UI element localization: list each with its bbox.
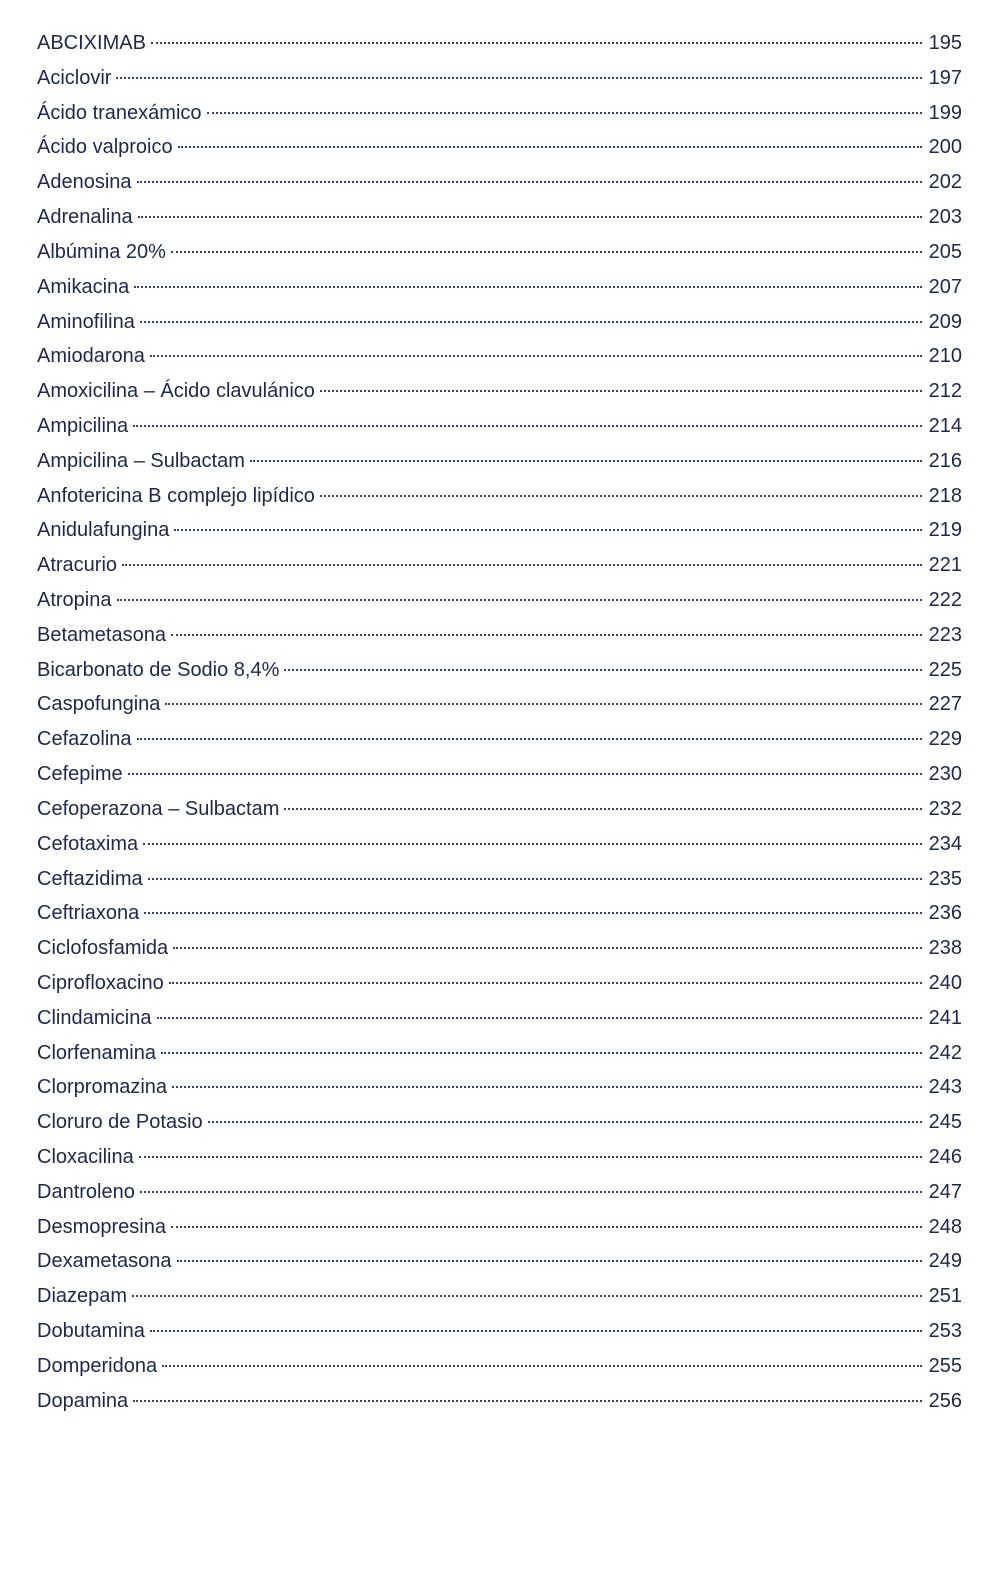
toc-entry-page-number: 209 xyxy=(928,310,962,333)
dot-leader xyxy=(162,1365,922,1367)
toc-entry[interactable] xyxy=(37,444,962,479)
dot-leader xyxy=(284,669,922,671)
toc-entry-page-number: 200 xyxy=(928,136,962,159)
toc-entry[interactable] xyxy=(37,1001,962,1036)
toc-entry[interactable] xyxy=(37,339,962,374)
toc-entry-page-number: 229 xyxy=(928,728,962,751)
toc-entry[interactable] xyxy=(37,896,962,931)
toc-entry-name: Adenosina xyxy=(37,171,132,194)
toc-entry[interactable] xyxy=(37,305,962,340)
toc-entry-page-number: 243 xyxy=(928,1076,962,1099)
toc-entry-page-number: 249 xyxy=(928,1250,962,1273)
toc-entry[interactable] xyxy=(37,513,962,548)
dot-leader xyxy=(134,286,922,288)
toc-entry-name: Caspofungina xyxy=(37,693,161,716)
toc-entry-page-number: 240 xyxy=(928,971,962,994)
toc-entry-name: Aminofilina xyxy=(37,310,135,333)
toc-entry[interactable] xyxy=(37,235,962,270)
toc-entry-name: Aciclovir xyxy=(37,66,112,89)
toc-entry[interactable] xyxy=(37,827,962,862)
toc-entry[interactable] xyxy=(37,618,962,653)
toc-entry[interactable] xyxy=(37,862,962,897)
toc-entry-name: Cefotaxima xyxy=(37,832,139,855)
toc-entry-page-number: 227 xyxy=(928,693,962,716)
dot-leader xyxy=(320,390,922,392)
toc-entry[interactable] xyxy=(37,1384,962,1419)
toc-entry-name: Desmopresina xyxy=(37,1215,166,1238)
dot-leader xyxy=(132,1295,922,1297)
dot-leader xyxy=(250,460,922,462)
toc-entry-name: Atracurio xyxy=(37,554,118,577)
toc-entry-page-number: 197 xyxy=(928,66,962,89)
toc-entry[interactable] xyxy=(37,687,962,722)
toc-entry-page-number: 238 xyxy=(928,937,962,960)
toc-entry-name: Clindamicina xyxy=(37,1006,152,1029)
toc-entry-page-number: 216 xyxy=(928,449,962,472)
toc-entry-name: Adrenalina xyxy=(37,206,133,229)
dot-leader xyxy=(169,982,922,984)
toc-entry-name: Cloxacilina xyxy=(37,1146,134,1168)
toc-entry[interactable] xyxy=(37,653,962,688)
dot-leader xyxy=(151,42,922,44)
toc-entry-page-number: 214 xyxy=(928,414,962,437)
dot-leader xyxy=(138,216,922,218)
toc-entry[interactable] xyxy=(37,1279,962,1314)
toc-entry-page-number: 236 xyxy=(928,902,962,925)
toc-entry-name: Dopamina xyxy=(37,1389,129,1412)
toc-entry-page-number: 202 xyxy=(928,171,962,194)
toc-entry[interactable] xyxy=(37,1036,962,1071)
toc-entry[interactable] xyxy=(37,270,962,305)
toc-entry-page-number: 195 xyxy=(928,32,962,54)
toc-entry-name: Ampicilina – Sulbactam xyxy=(37,449,245,472)
toc-entry[interactable] xyxy=(37,1349,962,1384)
toc-entry-name: Dantroleno xyxy=(37,1180,135,1203)
toc-entry[interactable] xyxy=(37,61,962,96)
toc-entry-page-number: 241 xyxy=(928,1006,962,1029)
toc-entry[interactable] xyxy=(37,1105,962,1140)
dot-leader xyxy=(148,878,922,880)
toc-entry[interactable] xyxy=(37,1314,962,1349)
toc-entry-name: Albúmina 20% xyxy=(37,240,166,263)
dot-leader xyxy=(140,1191,922,1193)
toc-entry-page-number: 210 xyxy=(928,345,962,368)
toc-entry[interactable] xyxy=(37,583,962,618)
toc-entry-page-number: 242 xyxy=(928,1041,962,1064)
dot-leader xyxy=(171,1226,922,1228)
toc-entry-name: Cefoperazona – Sulbactam xyxy=(37,797,280,820)
dot-leader xyxy=(133,425,922,427)
toc-entry-name: Ciclofosfamida xyxy=(37,937,169,960)
toc-entry-page-number: 222 xyxy=(928,589,962,611)
toc-entry[interactable] xyxy=(37,165,962,200)
toc-entry-name: Amiodarona xyxy=(37,345,145,368)
toc-entry-name: Cefazolina xyxy=(37,728,132,751)
toc-entry-page-number: 207 xyxy=(928,275,962,298)
toc-entry[interactable] xyxy=(37,1140,962,1175)
toc-entry-page-number: 235 xyxy=(928,867,962,890)
toc-entry-page-number: 245 xyxy=(928,1111,962,1134)
dot-leader xyxy=(157,1017,923,1019)
toc-entry[interactable] xyxy=(37,931,962,966)
dot-leader xyxy=(171,251,922,253)
toc-entry-page-number: 218 xyxy=(928,484,962,507)
dot-leader xyxy=(116,77,922,79)
toc-entry-name: Clorfenamina xyxy=(37,1041,156,1064)
dot-leader xyxy=(128,773,922,775)
toc-entry-name: Domperidona xyxy=(37,1354,158,1377)
toc-entry[interactable] xyxy=(37,722,962,757)
toc-entry-name: Diazepam xyxy=(37,1285,128,1308)
toc-entry[interactable] xyxy=(37,1175,962,1210)
toc-entry-name: Anidulafungina xyxy=(37,519,170,542)
toc-entry-page-number: 219 xyxy=(928,519,962,542)
toc-entry[interactable] xyxy=(37,374,962,409)
toc-entry[interactable] xyxy=(37,26,962,61)
toc-entry-page-number: 251 xyxy=(928,1285,962,1308)
dot-leader xyxy=(140,321,922,323)
toc-entry[interactable] xyxy=(37,130,962,165)
toc-entry-name: Ampicilina xyxy=(37,414,129,437)
toc-entry-name: Ácido tranexámico xyxy=(37,101,202,124)
dot-leader xyxy=(122,564,922,566)
toc-entry-name: Amoxicilina – Ácido clavulánico xyxy=(37,380,315,403)
toc-entry-page-number: 248 xyxy=(928,1215,962,1238)
dot-leader xyxy=(173,947,922,949)
dot-leader xyxy=(172,1086,922,1088)
toc-entry-page-number: 230 xyxy=(928,763,962,786)
toc-entry-page-number: 255 xyxy=(928,1354,962,1377)
toc-entry-name: Clorpromazina xyxy=(37,1076,168,1099)
toc-entry-page-number: 225 xyxy=(928,658,962,681)
toc-entry-name: Atropina xyxy=(37,589,112,611)
toc-entry-name: Ceftazidima xyxy=(37,867,143,890)
toc-entry-page-number: 256 xyxy=(928,1389,962,1412)
toc-entry-page-number: 221 xyxy=(928,554,962,577)
toc-entry-page-number: 205 xyxy=(928,240,962,263)
toc-entry[interactable] xyxy=(37,757,962,792)
dot-leader xyxy=(207,112,922,114)
toc-entry-name: Ciprofloxacino xyxy=(37,971,164,994)
toc-entry[interactable] xyxy=(37,966,962,1001)
toc-entry-page-number: 247 xyxy=(928,1180,962,1203)
toc-entry[interactable] xyxy=(37,1210,962,1245)
dot-leader xyxy=(320,495,922,497)
dot-leader xyxy=(137,738,922,740)
toc-entry[interactable] xyxy=(37,548,962,583)
dot-leader xyxy=(150,355,922,357)
toc-entry[interactable] xyxy=(37,479,962,514)
dot-leader xyxy=(178,146,922,148)
dot-leader xyxy=(165,703,922,705)
toc-entry-page-number: 234 xyxy=(928,832,962,855)
toc-entry-name: Amikacina xyxy=(37,275,130,298)
toc-entry-page-number: 199 xyxy=(928,101,962,124)
dot-leader xyxy=(174,529,922,531)
dot-leader xyxy=(208,1121,922,1123)
toc-entry[interactable] xyxy=(37,200,962,235)
toc-entry-page-number: 212 xyxy=(928,380,962,403)
toc-entry-page-number: 246 xyxy=(928,1146,962,1168)
dot-leader xyxy=(117,599,923,601)
toc-entry-name: ABCIXIMAB xyxy=(37,32,146,54)
toc-entry-page-number: 203 xyxy=(928,206,962,229)
toc-entry-name: Cefepime xyxy=(37,763,123,786)
toc-entry-page-number: 223 xyxy=(928,623,962,646)
dot-leader xyxy=(133,1400,922,1402)
dot-leader xyxy=(144,912,922,914)
toc-entry[interactable] xyxy=(37,96,962,131)
toc-entry[interactable] xyxy=(37,409,962,444)
table-of-contents xyxy=(37,26,962,1419)
dot-leader xyxy=(284,808,922,810)
toc-entry-name: Dobutamina xyxy=(37,1320,145,1343)
toc-entry[interactable] xyxy=(37,1070,962,1105)
toc-entry-name: Betametasona xyxy=(37,623,166,646)
dot-leader xyxy=(161,1052,922,1054)
toc-entry-name: Cloruro de Potasio xyxy=(37,1111,203,1134)
toc-entry-page-number: 232 xyxy=(928,797,962,820)
toc-entry-name: Dexametasona xyxy=(37,1250,172,1273)
toc-entry-name: Bicarbonato de Sodio 8,4% xyxy=(37,658,280,681)
toc-entry-name: Anfotericina B complejo lipídico xyxy=(37,484,315,507)
dot-leader xyxy=(150,1330,922,1332)
toc-entry[interactable] xyxy=(37,792,962,827)
dot-leader xyxy=(143,843,922,845)
dot-leader xyxy=(137,181,922,183)
dot-leader xyxy=(177,1260,922,1262)
toc-entry-name: Ácido valproico xyxy=(37,136,173,159)
toc-entry-page-number: 253 xyxy=(928,1320,962,1343)
dot-leader xyxy=(171,634,922,636)
dot-leader xyxy=(139,1156,922,1158)
toc-entry-name: Ceftriaxona xyxy=(37,902,140,925)
toc-entry[interactable] xyxy=(37,1244,962,1279)
